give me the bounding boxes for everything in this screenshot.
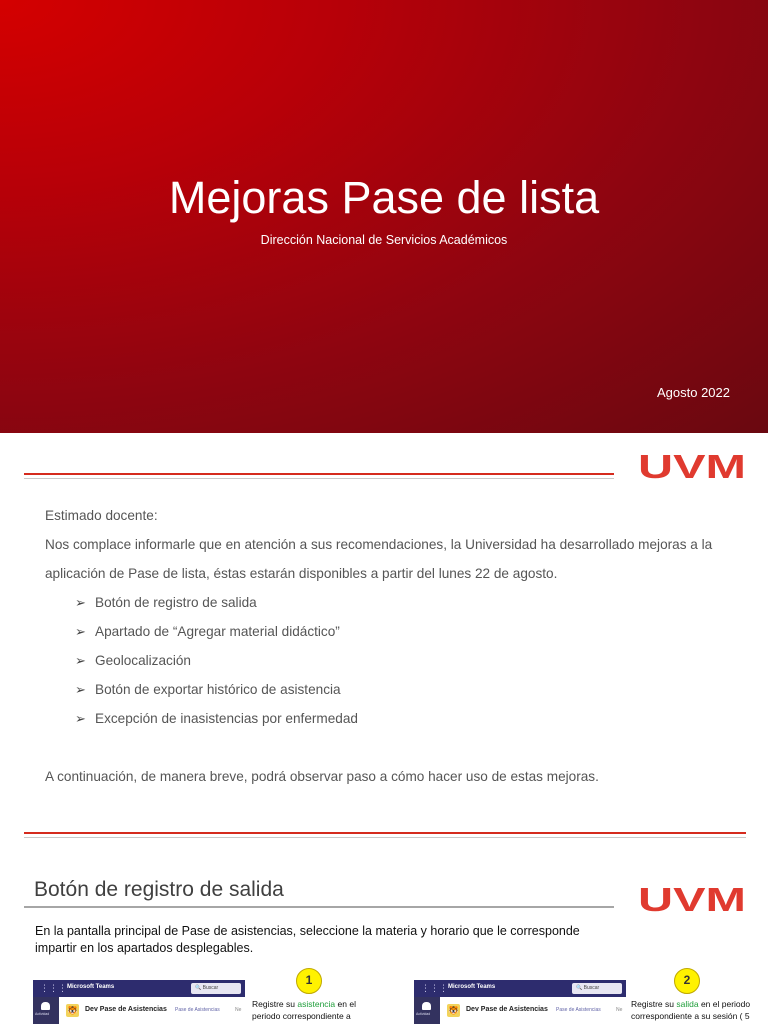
header-rule bbox=[24, 473, 614, 475]
teams-app-header bbox=[440, 997, 626, 1024]
arrow-bullet-icon: ➢ bbox=[75, 653, 86, 668]
rail-label: Actividad bbox=[35, 1012, 50, 1016]
app-grid-icon: ⋮⋮⋮ bbox=[40, 983, 67, 993]
tab-pase-asistencias: Pase de Asistencias bbox=[556, 1007, 601, 1013]
teams-rail bbox=[33, 997, 59, 1024]
bell-icon bbox=[41, 1002, 50, 1010]
tab-more: Ne bbox=[616, 1007, 623, 1013]
section-slide bbox=[0, 820, 768, 1024]
list-item: ➢ Geolocalización bbox=[75, 646, 725, 675]
top-rule bbox=[24, 832, 746, 834]
top-rule-shadow bbox=[24, 837, 746, 838]
teams-titlebar bbox=[414, 980, 626, 997]
teams-app-title: Microsoft Teams bbox=[67, 984, 115, 990]
arrow-bullet-icon: ➢ bbox=[75, 595, 86, 610]
step-2-badge: 2 bbox=[674, 968, 700, 994]
app-name: Dev Pase de Asistencias bbox=[85, 1006, 167, 1013]
tab-pase-asistencias: Pase de Asistencias bbox=[175, 1007, 220, 1013]
section-description: En la pantalla principal de Pase de asistencias, seleccione la materia y horario que le corresponde impartir en los apartados desplegables. bbox=[35, 924, 580, 955]
greeting: Estimado docente: bbox=[45, 508, 158, 523]
section-title: Botón de registro de salida bbox=[34, 878, 284, 901]
step-2-text: Registre su salida en el periodo correspondiente a su sesión ( 5 bbox=[631, 999, 751, 1021]
list-item: ➢ Botón de exportar histórico de asistencia bbox=[75, 675, 725, 704]
arrow-bullet-icon: ➢ bbox=[75, 624, 86, 639]
app-name: Dev Pase de Asistencias bbox=[466, 1006, 548, 1013]
teams-titlebar bbox=[33, 980, 245, 997]
teams-screenshot bbox=[33, 980, 245, 1024]
intro-body: Nos complace informarle que en atención a sus recomendaciones, la Universidad ha desarrollado mejoras a la aplicación de Pase de lista, éstas estarán disponibles a partir del lunes 22 de agosto. bbox=[45, 537, 713, 581]
arrow-bullet-icon: ➢ bbox=[75, 711, 86, 726]
list-item: ➢ Botón de registro de salida bbox=[75, 588, 725, 617]
cover-title: Mejoras Pase de lista bbox=[168, 172, 600, 223]
teams-screenshot bbox=[414, 980, 626, 1024]
header-rule-shadow bbox=[24, 478, 614, 479]
bell-icon bbox=[422, 1002, 431, 1010]
list-item: ➢ Apartado de “Agregar material didáctico” bbox=[75, 617, 725, 646]
list-item: ➢ Excepción de inasistencias por enfermedad bbox=[75, 704, 725, 733]
improvements-list bbox=[75, 588, 725, 733]
intro-letter bbox=[45, 501, 725, 791]
teams-app-header bbox=[59, 997, 245, 1024]
intro-slide bbox=[0, 433, 768, 820]
teams-search: 🔍 Buscar bbox=[191, 983, 241, 994]
svg-text:UVM: UVM bbox=[638, 451, 746, 481]
rail-label: Actividad bbox=[416, 1012, 431, 1016]
svg-text:UVM: UVM bbox=[638, 884, 746, 914]
closing-text: A continuación, de manera breve, podrá observar paso a cómo hacer uso de estas mejoras. bbox=[45, 769, 599, 784]
step-1-badge: 1 bbox=[296, 968, 322, 994]
uvm-logo bbox=[638, 884, 748, 914]
title-underline bbox=[24, 906, 614, 908]
app-icon: 🐯 bbox=[67, 1006, 78, 1015]
step-1-text: Registre su asistencia en el periodo correspondiente a bbox=[252, 999, 356, 1021]
arrow-bullet-icon: ➢ bbox=[75, 682, 86, 697]
teams-rail bbox=[414, 997, 440, 1024]
cover-subtitle: Dirección Nacional de Servicios Académicos bbox=[260, 233, 508, 247]
uvm-logo bbox=[638, 451, 748, 481]
teams-search: 🔍 Buscar bbox=[572, 983, 622, 994]
teams-app-title: Microsoft Teams bbox=[448, 984, 496, 990]
tab-more: Ne bbox=[235, 1007, 242, 1013]
app-grid-icon: ⋮⋮⋮ bbox=[421, 983, 448, 993]
app-icon: 🐯 bbox=[448, 1006, 459, 1015]
cover-date: Agosto 2022 bbox=[656, 385, 730, 400]
cover-slide bbox=[0, 0, 768, 433]
